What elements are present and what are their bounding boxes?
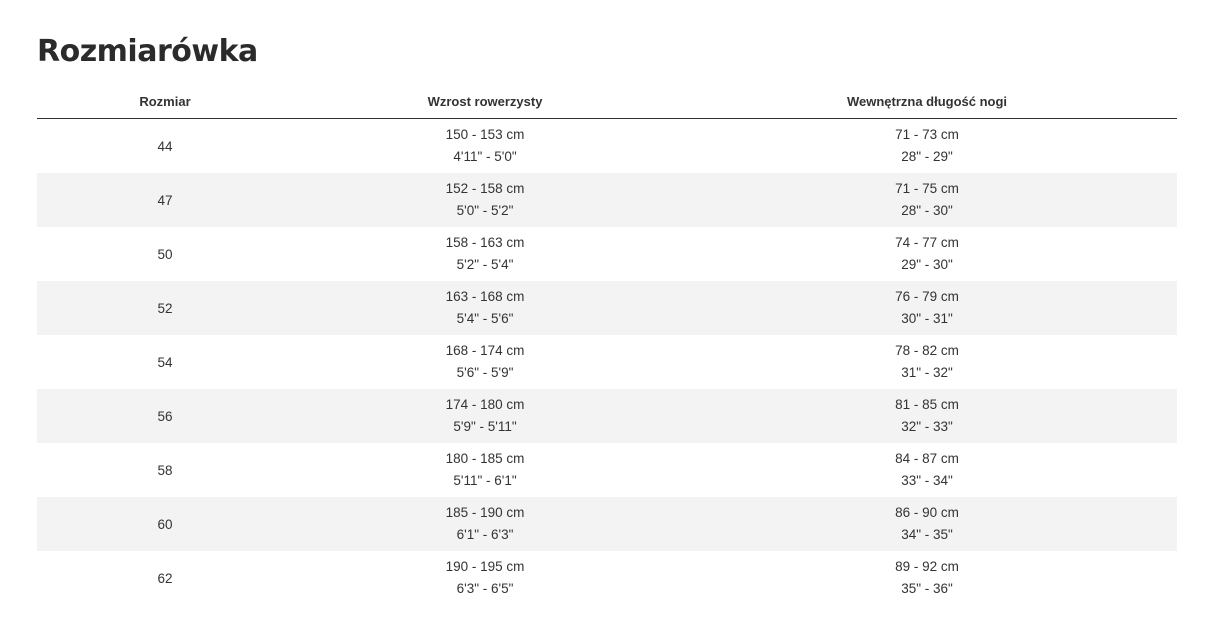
height-cell	[293, 448, 677, 492]
header-inseam: Wewnętrzna długość nogi	[846, 93, 1008, 109]
height-ft: 5'6" - 5'9"	[456, 365, 514, 380]
height-cm: 190 - 195 cm	[445, 559, 525, 574]
table-row	[37, 389, 1177, 443]
size-cell: 52	[157, 300, 173, 316]
height-cell	[293, 394, 677, 438]
height-cell	[293, 556, 677, 600]
height-cm: 174 - 180 cm	[445, 397, 525, 412]
height-cell	[293, 178, 677, 222]
header-rider-height: Wzrost rowerzysty	[427, 93, 543, 109]
header-size: Rozmiar	[139, 93, 191, 109]
size-cell: 50	[157, 246, 173, 262]
table-row	[37, 119, 1177, 173]
height-cm: 152 - 158 cm	[445, 181, 525, 196]
height-ft: 5'4" - 5'6"	[456, 311, 514, 326]
inseam-cm: 78 - 82 cm	[895, 343, 959, 358]
inseam-cm: 84 - 87 cm	[895, 451, 959, 466]
inseam-cell	[677, 124, 1177, 168]
size-cell: 54	[157, 354, 173, 370]
height-cm: 158 - 163 cm	[445, 235, 525, 250]
size-cell: 47	[157, 192, 173, 208]
inseam-cm: 86 - 90 cm	[895, 505, 959, 520]
size-cell: 44	[157, 138, 173, 154]
inseam-in: 35" - 36"	[901, 581, 953, 596]
height-cm: 180 - 185 cm	[445, 451, 525, 466]
table-header	[37, 84, 1177, 119]
inseam-cell	[677, 232, 1177, 276]
inseam-cell	[677, 178, 1177, 222]
height-cell	[293, 340, 677, 384]
inseam-cm: 81 - 85 cm	[895, 397, 959, 412]
inseam-in: 30" - 31"	[901, 311, 953, 326]
size-cell: 58	[157, 462, 173, 478]
height-cm: 185 - 190 cm	[445, 505, 525, 520]
table-row	[37, 281, 1177, 335]
inseam-cell	[677, 394, 1177, 438]
inseam-cell	[677, 556, 1177, 600]
inseam-cm: 76 - 79 cm	[895, 289, 959, 304]
inseam-in: 29" - 30"	[901, 257, 953, 272]
inseam-cm: 71 - 75 cm	[895, 181, 959, 196]
height-cell	[293, 286, 677, 330]
height-ft: 5'0" - 5'2"	[456, 203, 514, 218]
size-chart-table	[37, 84, 1177, 605]
height-cell	[293, 124, 677, 168]
inseam-in: 34" - 35"	[901, 527, 953, 542]
page-title: Rozmiarówka	[37, 34, 258, 69]
height-cm: 150 - 153 cm	[445, 127, 525, 142]
inseam-in: 28" - 30"	[901, 203, 953, 218]
height-cm: 163 - 168 cm	[445, 289, 525, 304]
height-ft: 5'11" - 6'1"	[453, 473, 517, 488]
inseam-in: 32" - 33"	[901, 419, 953, 434]
table-row	[37, 173, 1177, 227]
size-cell: 62	[157, 570, 173, 586]
height-ft: 5'9" - 5'11"	[453, 419, 517, 434]
height-cm: 168 - 174 cm	[445, 343, 525, 358]
inseam-in: 33" - 34"	[901, 473, 953, 488]
table-row	[37, 551, 1177, 605]
table-row	[37, 335, 1177, 389]
height-ft: 4'11" - 5'0"	[453, 149, 517, 164]
inseam-cm: 71 - 73 cm	[895, 127, 959, 142]
height-ft: 6'3" - 6'5"	[456, 581, 514, 596]
inseam-cell	[677, 340, 1177, 384]
inseam-in: 28" - 29"	[901, 149, 953, 164]
inseam-cm: 89 - 92 cm	[895, 559, 959, 574]
inseam-cell	[677, 502, 1177, 546]
height-cell	[293, 232, 677, 276]
height-cell	[293, 502, 677, 546]
table-row	[37, 443, 1177, 497]
size-cell: 60	[157, 516, 173, 532]
inseam-cell	[677, 286, 1177, 330]
table-row	[37, 497, 1177, 551]
size-cell: 56	[157, 408, 173, 424]
inseam-in: 31" - 32"	[901, 365, 953, 380]
height-ft: 6'1" - 6'3"	[456, 527, 514, 542]
inseam-cm: 74 - 77 cm	[895, 235, 959, 250]
table-row	[37, 227, 1177, 281]
height-ft: 5'2" - 5'4"	[456, 257, 514, 272]
inseam-cell	[677, 448, 1177, 492]
